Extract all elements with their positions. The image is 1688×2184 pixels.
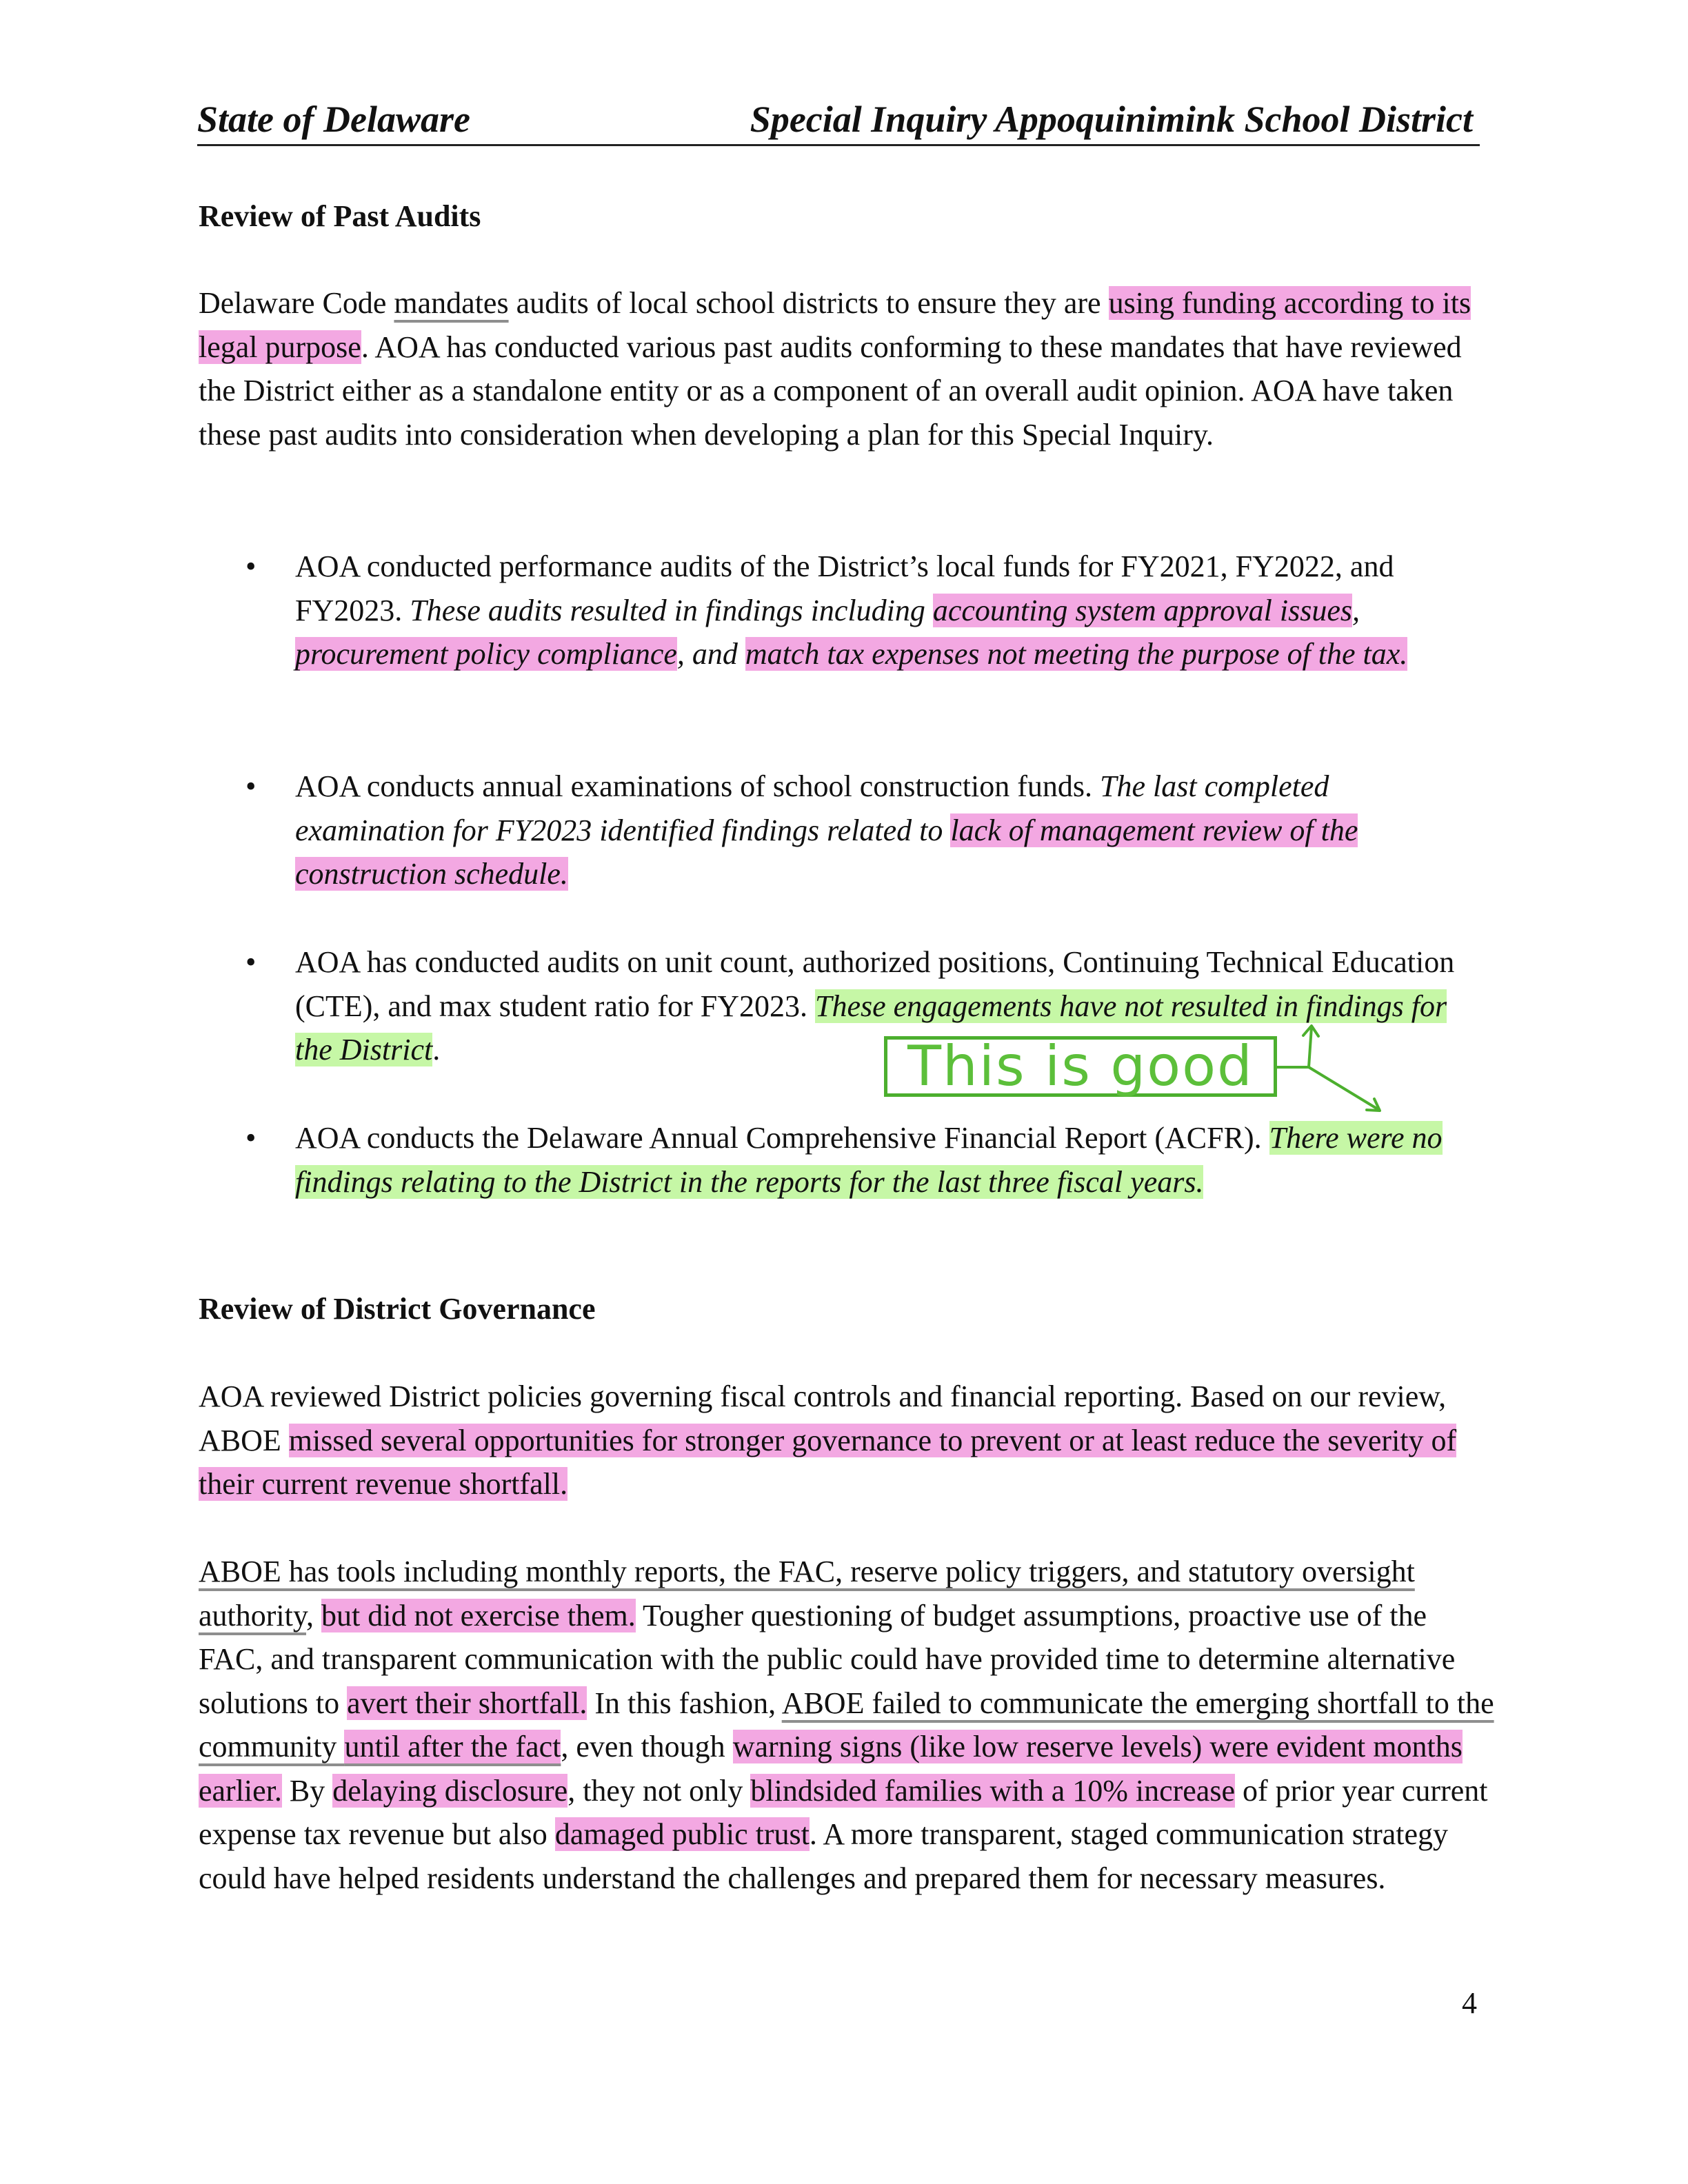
underlined-text: ABOE failed to communicate the emerging shortfall to the community — [199, 1686, 1494, 1763]
highlight-pink: avert their shortfall. — [347, 1686, 587, 1720]
highlight-pink: lack of management review of the construction schedule. — [295, 813, 1358, 891]
page-number: 4 — [1462, 1986, 1477, 2020]
text-run: Delaware Code — [199, 286, 394, 320]
highlight-pink: but did not exercise them. — [321, 1598, 636, 1632]
text-run: AOA conducted performance audits of the District’s local funds for FY2021, FY2022, and FY2023. — [295, 549, 1394, 627]
highlight-green: These engagements have not resulted in findings for the District — [295, 989, 1447, 1066]
text-run: AOA reviewed District policies governing fiscal controls and financial reporting. Based on our review, ABOE — [199, 1379, 1447, 1457]
bullet-dot: • — [245, 945, 257, 979]
highlight-pink: delaying disclosure — [332, 1773, 568, 1808]
highlight-pink: accounting system approval issues — [932, 593, 1353, 627]
underlined-text: ABOE has tools including monthly reports, the FAC, reserve policy triggers, and statutory oversight authority — [199, 1555, 1415, 1632]
highlight-pink: procurement policy compliance — [295, 637, 677, 671]
text-run: AOA conducts the Delaware Annual Comprehensive Financial Report (ACFR). — [295, 1121, 1269, 1155]
bullet-item-performance-audits — [245, 545, 1481, 676]
bullet-item-acfr — [245, 1116, 1481, 1204]
arrow-down — [1309, 1067, 1379, 1110]
section-heading-past-audits: Review of Past Audits — [199, 199, 481, 233]
text-run: In this fashion, — [587, 1686, 782, 1720]
text-run: By — [281, 1773, 333, 1808]
annotation-this-is-good[interactable]: This is good — [884, 1036, 1277, 1097]
italic-text: , — [1352, 593, 1360, 627]
text-run: AOA conducts annual examinations of school construction funds. — [295, 769, 1101, 803]
text-run: AOA has conducted audits on unit count, authorized positions, Continuing Technical Education (CTE), and max student ratio for FY2023. — [295, 945, 1455, 1023]
highlight-green: There were no findings relating to the District in the reports for the last three fiscal years. — [295, 1121, 1443, 1199]
highlight-pink: warning signs (like low reserve levels) were evident months earlier. — [199, 1730, 1463, 1808]
section-heading-district-governance: Review of District Governance — [199, 1292, 596, 1326]
italic-text: These audits resulted in findings including — [410, 593, 933, 627]
highlight-pink: using funding according to its legal purpose — [199, 286, 1471, 364]
page-header — [197, 94, 1480, 146]
underlined-text: mandates — [394, 286, 509, 320]
paragraph-aboe-tools — [199, 1550, 1495, 1900]
highlight-pink: blindsided families with a 10% increase — [750, 1773, 1235, 1808]
highlight-pink: missed several opportunities for stronger governance to prevent or at least reduce the severity of their current revenue shortfall. — [199, 1423, 1457, 1501]
highlight-pink-underlined: until after the fact — [344, 1730, 561, 1763]
bullet-item-construction-funds — [245, 765, 1481, 896]
text-run: , they not only — [567, 1773, 751, 1808]
text-run: . AOA has conducted various past audits conforming to these mandates that have reviewed the District either as a standalone entity or as a component of an overall audit opinion. AOA have taken these past audits into consideration when developing a plan for this Special Inquiry. — [199, 330, 1462, 452]
text-run: audits of local school districts to ensure they are — [508, 286, 1109, 320]
text-run: , — [306, 1598, 321, 1632]
bullet-dot: • — [245, 1121, 257, 1155]
bullet-dot: • — [245, 769, 257, 803]
paragraph-governance-review — [199, 1375, 1495, 1506]
text-run: . — [432, 1033, 441, 1066]
paragraph-intro — [199, 281, 1495, 456]
text-run: . A more transparent, staged communication strategy could have helped residents understand the challenges and prepared them for necessary measures. — [199, 1817, 1449, 1895]
header-right: Special Inquiry Appoquinimink School District — [750, 99, 1473, 140]
text-run: of prior year current expense tax revenue but also — [199, 1773, 1488, 1851]
text-run: Tougher questioning of budget assumptions, proactive use of the FAC, and transparent communication with the public could have provided time to determine alternative solutions to — [199, 1598, 1456, 1720]
arrow-up — [1309, 1027, 1312, 1067]
bullet-dot: • — [245, 549, 257, 583]
text-run: , even though — [561, 1730, 733, 1763]
italic-text: , and — [676, 637, 745, 671]
header-left: State of Delaware — [197, 99, 470, 140]
italic-text: The last completed examination for FY2023 identified findings related to — [295, 769, 1329, 847]
highlight-pink: damaged public trust — [554, 1817, 810, 1851]
highlight-pink: match tax expenses not meeting the purpose of the tax. — [745, 637, 1408, 671]
